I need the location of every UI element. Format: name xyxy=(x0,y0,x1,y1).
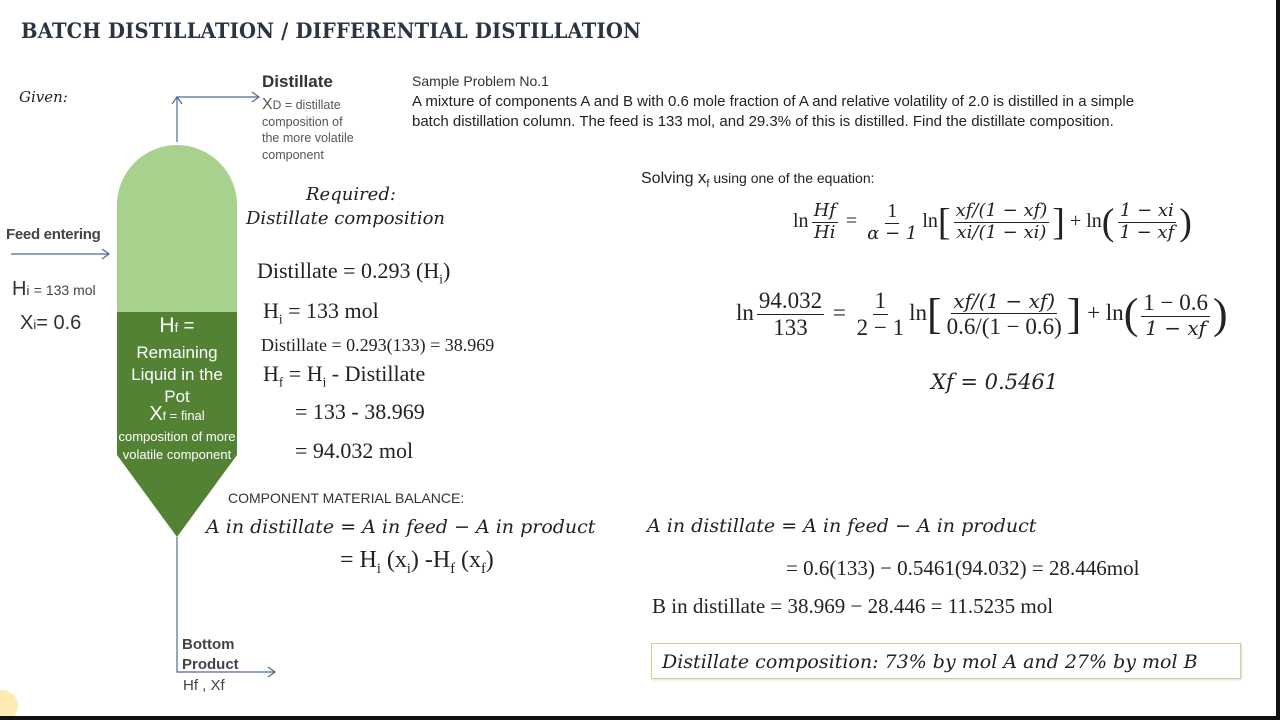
distillate-label: Distillate xyxy=(262,72,333,91)
calc-hi: $H_i = 133$ mol xyxy=(263,298,379,327)
right-balance-b-value: B in distillate = 38.969 − 28.446 = 11.5235 mol xyxy=(652,594,1054,618)
problem-statement: A mixture of components A and B with 0.6 mole fraction of A and relative volatility of 2.0 is distilled in a simple batch distillation column. The feed is 133 mol, and 29.3% of this is distilled. Find the distillate composition. xyxy=(412,93,1135,130)
calc-hf-step: = 133 - 38.969 xyxy=(295,399,425,424)
balance-equation-expanded: = $H_i$ $(x_i)$ $-H_f$ $(x_f)$ xyxy=(340,547,494,577)
calc-hf: $H_f = H_i$ - Distillate xyxy=(263,361,426,390)
solving-intro: Solving $x_f$ using one of the equation: xyxy=(641,168,875,191)
answer-box: Distillate composition: 73% by mol A and 27% by mol B xyxy=(651,643,1241,679)
hf-label: Hf = xyxy=(159,314,195,337)
hi-given: Hi = 133 mol xyxy=(12,278,96,300)
frame-edge-bottom xyxy=(0,716,1280,720)
calc-hf-result: = 94.032 mol xyxy=(295,438,414,463)
balance-equation: A in distillate = A in feed − A in product xyxy=(206,516,596,538)
required-label: Required: xyxy=(306,184,396,205)
xf-label: Xf = final xyxy=(149,403,205,425)
vessel-upper xyxy=(117,145,237,312)
feed-arrow xyxy=(11,249,109,259)
xf-description: composition of more volatile component xyxy=(118,429,236,462)
general-equation: ln $\frac{Hf}{Hi}$ = $\frac{1}{\alpha - 1}$ ln[ $\frac{xf/(1 - xf)}{xi/(1 - xi)}$ ] + ln( $\frac{1 - xi}{1 - xf}$ ) xyxy=(793,200,1192,244)
xf-result: Xf = 0.5461 xyxy=(931,370,1059,394)
frame-edge-right xyxy=(1276,0,1280,720)
problem-heading: Sample Problem No.1 xyxy=(412,73,549,89)
bottom-product-vars: Hf , Xf xyxy=(183,677,225,694)
xd-description: XD = distillate composition of the more volatile component xyxy=(262,96,354,162)
hf-description: Remaining Liquid in the Pot xyxy=(131,343,223,406)
calc-distillate: Distillate = 0.293 $(H_i)$ xyxy=(257,258,451,287)
xi-given: Xi= 0.6 xyxy=(20,312,82,334)
right-balance-a-value: = 0.6(133) − 0.5461(94.032) = 28.446mol xyxy=(786,556,1140,580)
substituted-equation: ln $\frac{94.032}{133}$ = $\frac{1}{2 - 1}$ ln[ $\frac{xf/(1 - xf)}{0.6/(1 - 0.6)}$ ] + ln( $\frac{1 - 0.6}{1 - xf}$ ) xyxy=(736,288,1228,341)
balance-header: COMPONENT MATERIAL BALANCE: xyxy=(228,490,465,506)
required-value: Distillate composition xyxy=(246,208,446,229)
distillate-arrow xyxy=(172,92,259,142)
calc-distillate-value: Distillate = 0.293(133) = 38.969 xyxy=(261,335,495,355)
slide-title: BATCH DISTILLATION / DIFFERENTIAL DISTILLATION xyxy=(21,18,642,43)
feed-label: Feed entering xyxy=(6,226,101,243)
right-balance-equation: A in distillate = A in feed − A in product xyxy=(647,515,1037,537)
bottom-product-label: Bottom Product xyxy=(182,636,239,673)
given-label: Given: xyxy=(19,88,68,106)
